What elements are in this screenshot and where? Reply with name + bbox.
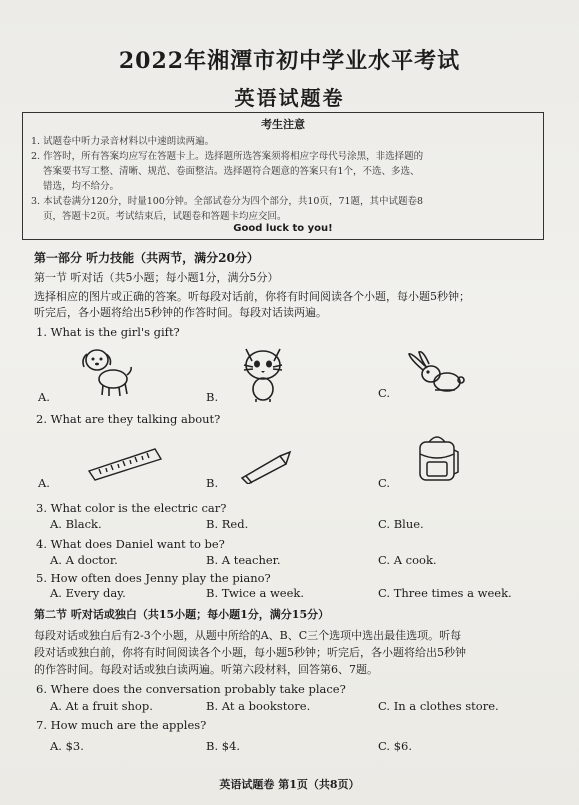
q4-option-a: A. A doctor. <box>50 553 118 567</box>
q1-option-c: C. <box>378 386 391 400</box>
dog-picture <box>75 345 135 400</box>
ruler-picture <box>85 445 165 481</box>
notice-line: 错选，均不给分。 <box>43 181 120 192</box>
notice-heading: 考生注意 <box>261 118 305 131</box>
notice-line: 1. 试题卷中听力录音材料以中速朗读两遍。 <box>31 136 215 147</box>
q2-option-a: A. <box>38 476 50 490</box>
question-1: 1. What is the girl's gift? <box>36 325 180 339</box>
notice-line: 答案要书写工整、清晰、规范、卷面整洁。选择题符合题意的答案只有1个，不选、多选、 <box>43 166 420 177</box>
section1-instructions: 选择相应的图片或正确的答案。听每段对话前，你将有时间阅读各个小题，每小题5秒钟； <box>34 290 470 303</box>
q3-option-a: A. Black. <box>50 517 102 531</box>
question-6: 6. Where does the conversation probably take place? <box>36 682 346 696</box>
q6-option-a: A. At a fruit shop. <box>50 699 153 713</box>
section2-heading: 第二节 听对话或独白（共15小题；每小题1分，满分15分） <box>34 608 330 621</box>
notice-box <box>22 112 544 240</box>
question-5: 5. How often does Jenny play the piano? <box>36 571 271 585</box>
pencil-picture <box>238 450 294 484</box>
rabbit-picture <box>405 350 465 394</box>
section2-instructions: 段对话或独白前，你将有时间阅读各个小题，每小题5秒钟；听完后，各小题将给出5秒钟 <box>34 646 466 659</box>
section1-heading: 第一节 听对话（共5小题；每小题1分，满分5分） <box>34 271 279 284</box>
page-footer: 英语试题卷 第1页（共8页） <box>219 778 360 791</box>
exam-subtitle: 英语试题卷 <box>234 86 345 110</box>
q6-option-b: B. At a bookstore. <box>206 699 311 713</box>
q6-option-c: C. In a clothes store. <box>378 699 499 713</box>
exam-title: 2022年湘潭市初中学业水平考试 <box>118 48 461 74</box>
notice-line: 2. 作答时，所有答案均应写在答题卡上。选择题所选答案须将相应字母代号涂黑，非选择题的 <box>31 151 424 162</box>
part1-heading: 第一部分 听力技能（共两节，满分20分） <box>34 251 259 265</box>
q5-option-a: A. Every day. <box>50 586 126 600</box>
q3-option-b: B. Red. <box>206 517 249 531</box>
question-2: 2. What are they talking about? <box>36 412 221 426</box>
question-7: 7. How much are the apples? <box>36 718 207 732</box>
question-3: 3. What color is the electric car? <box>36 501 227 515</box>
cat-picture <box>238 343 288 403</box>
section2-instructions: 每段对话或独白后有2-3个小题，从题中所给的A、B、C三个选项中选出最佳选项。听每 <box>34 629 462 642</box>
q2-option-b: B. <box>206 476 219 490</box>
q4-option-c: C. A cook. <box>378 553 437 567</box>
q7-option-c: C. $6. <box>378 739 412 753</box>
notice-line: 3. 本试卷满分120分，时量100分钟。全部试卷分为四个部分，共10页，71题，其中试题卷8 <box>31 196 424 207</box>
question-4: 4. What does Daniel want to be? <box>36 537 225 551</box>
q3-option-c: C. Blue. <box>378 517 424 531</box>
q4-option-b: B. A teacher. <box>206 553 281 567</box>
section1-instructions: 听完后，各小题将给出5秒钟的作答时间。每段对话读两遍。 <box>34 306 327 319</box>
q2-option-c: C. <box>378 476 391 490</box>
schoolbag-picture <box>415 432 460 484</box>
notice-line: 页，答题卡2页。考试结束后，试题卷和答题卡均应交回。 <box>43 211 287 222</box>
q7-option-a: A. $3. <box>50 739 84 753</box>
good-luck-text: Good luck to you! <box>233 223 333 234</box>
q1-option-a: A. <box>38 390 50 404</box>
q5-option-c: C. Three times a week. <box>378 586 512 600</box>
q7-option-b: B. $4. <box>206 739 241 753</box>
q1-option-b: B. <box>206 390 219 404</box>
section2-instructions: 的作答时间。每段对话或独白读两遍。听第六段材料，回答第6、7题。 <box>34 663 378 676</box>
q5-option-b: B. Twice a week. <box>206 586 305 600</box>
